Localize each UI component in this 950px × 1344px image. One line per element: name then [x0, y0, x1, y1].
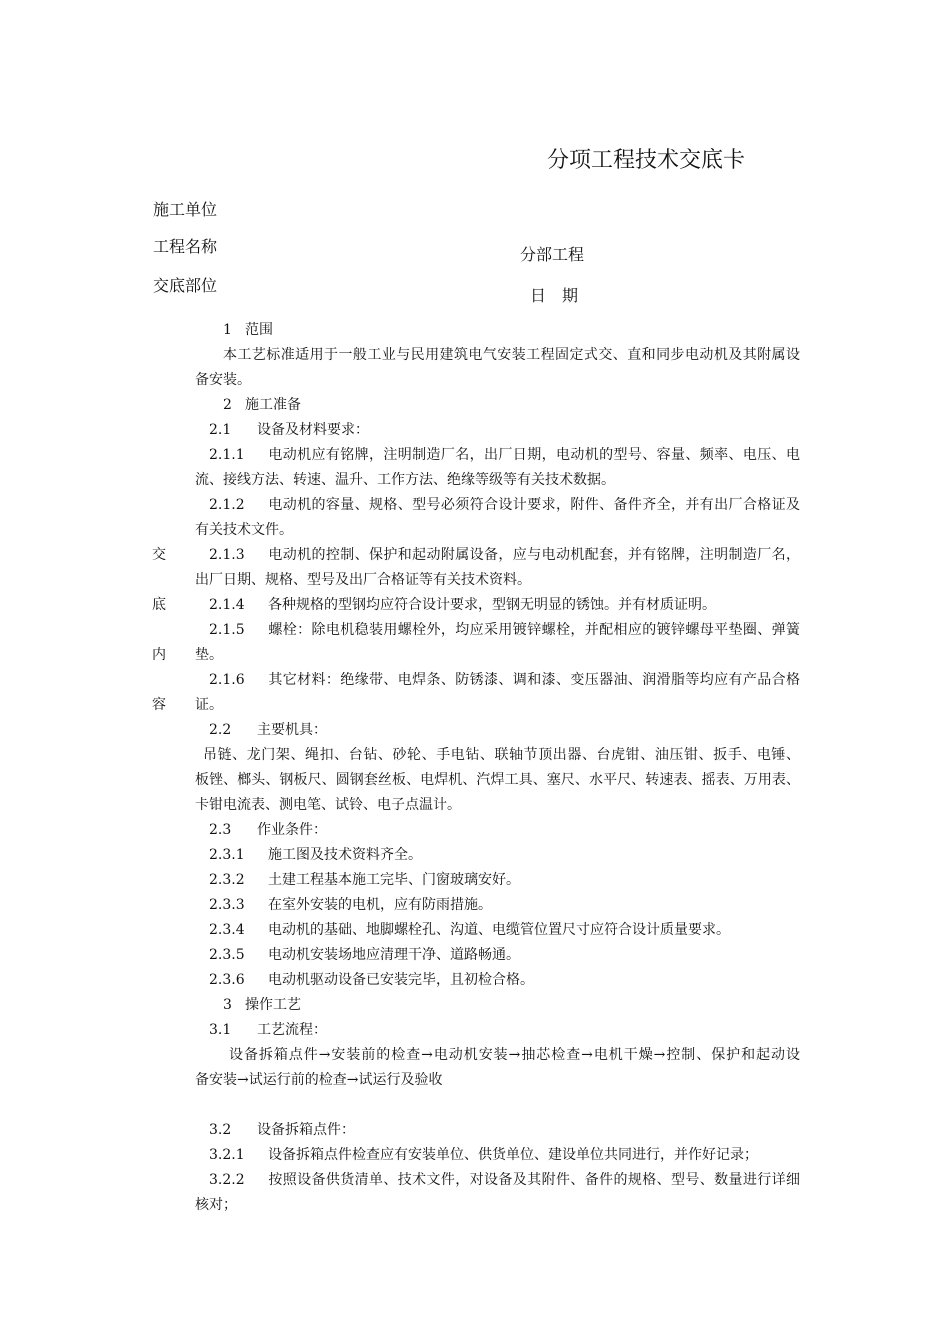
- paragraph-line: 备安装。: [195, 372, 251, 388]
- section-number: 3: [223, 997, 232, 1013]
- subsection-line: [195, 718, 800, 743]
- process-flow-line: 设备拆箱点件→安装前的检查→电动机安装→抽芯检查→电机干燥→控制、保护和起动设: [229, 1047, 800, 1063]
- section-heading: [195, 318, 800, 343]
- item-text: 电动机安装场地应清理干净、道路畅通。: [268, 947, 520, 963]
- item-number: 2.1.6: [209, 672, 245, 688]
- handover-part-label: 交底部位: [153, 276, 218, 295]
- date-label: 日 期: [530, 286, 579, 305]
- item-number: 2.3.4: [209, 922, 245, 938]
- section-text: 范围: [245, 322, 273, 338]
- section-text: 设备拆箱点件：: [257, 1122, 355, 1138]
- item-number: 2.1.2: [209, 497, 245, 513]
- sub-project-label: 分部工程: [520, 245, 585, 264]
- item-text: 电动机应有铭牌，注明制造厂名，出厂日期，电动机的型号、容量、频率、电压、电: [268, 447, 800, 463]
- paragraph-line: 板锉、榔头、钢板尺、圆钢套丝板、电焊机、汽焊工具、塞尺、水平尺、转速表、摇表、万用表、: [195, 772, 800, 788]
- section-text: 作业条件：: [257, 822, 327, 838]
- paragraph-line: 卡钳电流表、测电笔、试铃、电子点温计。: [195, 797, 461, 813]
- item-line: [195, 593, 800, 618]
- paragraph-line: 出厂日期、规格、型号及出厂合格证等有关技术资料。: [195, 572, 531, 588]
- side-label-char: 交: [152, 547, 166, 563]
- paragraph-line: 垫。: [195, 647, 223, 663]
- item-line: [195, 868, 800, 893]
- subsection-line: [195, 1018, 800, 1043]
- paragraph-line: 核对；: [195, 1197, 237, 1213]
- item-number: 2.3.3: [209, 897, 245, 913]
- item-number: 2.3.6: [209, 972, 245, 988]
- section-heading: [195, 393, 800, 418]
- side-label-char: 底: [152, 597, 166, 613]
- item-line: [195, 1168, 800, 1193]
- item-text: 其它材料：绝缘带、电焊条、防锈漆、调和漆、变压器油、润滑脂等均应有产品合格: [268, 672, 800, 688]
- subsection-line: [195, 818, 800, 843]
- section-text: 主要机具：: [257, 722, 327, 738]
- section-number: 3.1: [209, 1022, 232, 1038]
- section-text: 操作工艺: [245, 997, 301, 1013]
- paragraph-line: 有关技术文件。: [195, 522, 293, 538]
- section-text: 工艺流程：: [257, 1022, 327, 1038]
- item-text: 螺栓：除电机稳装用螺栓外，均应采用镀锌螺栓，并配相应的镀锌螺母平垫圈、弹簧: [268, 622, 800, 638]
- item-number: 2.1.1: [209, 447, 245, 463]
- item-number: 3.2.1: [209, 1147, 245, 1163]
- side-label-char: 容: [152, 697, 166, 713]
- item-number: 2.3.5: [209, 947, 245, 963]
- item-text: 电动机的基础、地脚螺栓孔、沟道、电缆管位置尺寸应符合设计质量要求。: [268, 922, 730, 938]
- item-number: 2.1.4: [209, 597, 245, 613]
- item-line: [195, 618, 800, 643]
- item-text: 按照设备供货清单、技术文件，对设备及其附件、备件的规格、型号、数量进行详细: [268, 1172, 800, 1188]
- item-line: [195, 443, 800, 468]
- section-number: 2.3: [209, 822, 232, 838]
- item-line: [195, 893, 800, 918]
- blank-line: [195, 1093, 800, 1118]
- document-title: 分项工程技术交底卡: [547, 148, 746, 173]
- handover-content: [195, 318, 800, 1218]
- item-text: 施工图及技术资料齐全。: [268, 847, 422, 863]
- paragraph-line: 证。: [195, 697, 223, 713]
- item-text: 土建工程基本施工完毕、门窗玻璃安好。: [268, 872, 520, 888]
- item-line: [195, 493, 800, 518]
- item-line: [195, 968, 800, 993]
- section-text: 施工准备: [245, 397, 301, 413]
- side-label-char: 内: [152, 647, 166, 663]
- item-number: 2.3.1: [209, 847, 245, 863]
- paragraph-line: 吊链、龙门架、绳扣、台钻、砂轮、手电钻、联轴节顶出器、台虎钳、油压钳、扳手、电锤、: [203, 747, 800, 763]
- section-number: 2: [223, 397, 232, 413]
- item-number: 2.1.5: [209, 622, 245, 638]
- process-flow-line: 备安装→试运行前的检查→试运行及验收: [195, 1072, 443, 1088]
- item-line: [195, 943, 800, 968]
- item-text: 设备拆箱点件检查应有安装单位、供货单位、建设单位共同进行，并作好记录；: [268, 1147, 758, 1163]
- section-heading: [195, 993, 800, 1018]
- item-text: 电动机驱动设备已安装完毕，且初检合格。: [268, 972, 534, 988]
- section-number: 3.2: [209, 1122, 232, 1138]
- item-line: [195, 1143, 800, 1168]
- item-line: [195, 668, 800, 693]
- item-number: 2.1.3: [209, 547, 245, 563]
- item-number: 3.2.2: [209, 1172, 245, 1188]
- paragraph-line: 本工艺标准适用于一般工业与民用建筑电气安装工程固定式交、直和同步电动机及其附属设: [223, 347, 800, 363]
- paragraph-line: 流、接线方法、转速、温升、工作方法、绝缘等级等有关技术数据。: [195, 472, 615, 488]
- section-text: 设备及材料要求：: [257, 422, 369, 438]
- subsection-line: [195, 418, 800, 443]
- construction-unit-label: 施工单位: [153, 200, 218, 219]
- item-text: 电动机的容量、规格、型号必须符合设计要求，附件、备件齐全，并有出厂合格证及: [268, 497, 800, 513]
- item-line: [195, 918, 800, 943]
- subsection-line: [195, 1118, 800, 1143]
- project-name-label: 工程名称: [153, 237, 218, 256]
- item-line: [195, 843, 800, 868]
- item-number: 2.3.2: [209, 872, 245, 888]
- section-number: 2.2: [209, 722, 232, 738]
- item-text: 各种规格的型钢均应符合设计要求，型钢无明显的锈蚀。并有材质证明。: [268, 597, 716, 613]
- item-line: [195, 543, 800, 568]
- section-number: 2.1: [209, 422, 232, 438]
- item-text: 电动机的控制、保护和起动附属设备，应与电动机配套，并有铭牌，注明制造厂名，: [268, 547, 800, 563]
- section-number: 1: [223, 322, 232, 338]
- item-text: 在室外安装的电机，应有防雨措施。: [268, 897, 492, 913]
